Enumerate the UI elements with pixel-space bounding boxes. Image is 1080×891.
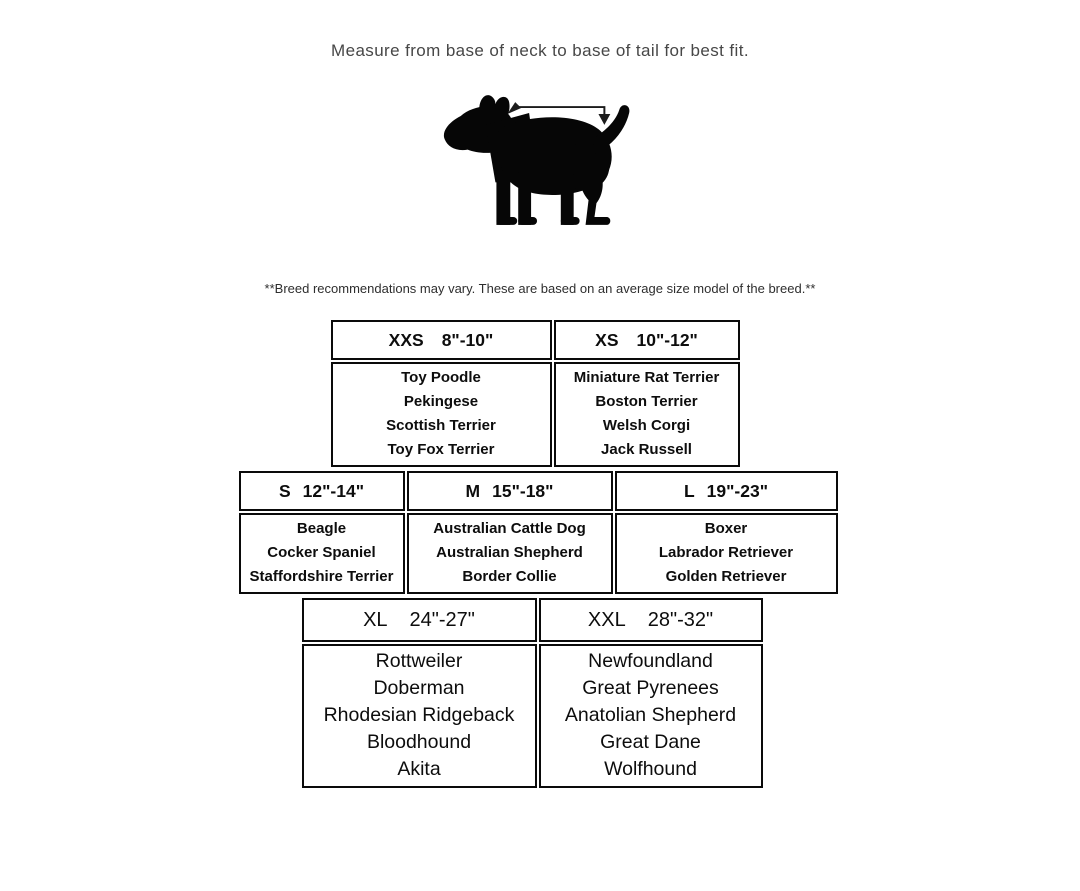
size-table-xxs-xs <box>329 318 742 469</box>
breed-list-m <box>407 513 613 594</box>
breed-name: Wolfhound <box>604 758 697 780</box>
size-header-s <box>239 471 405 511</box>
breed-name: Newfoundland <box>588 650 713 672</box>
size-table-s-m-l <box>237 469 840 596</box>
breed-name: Scottish Terrier <box>386 417 496 434</box>
breed-list-xs <box>554 362 740 467</box>
breed-name: Border Collie <box>462 568 557 585</box>
breed-name: Australian Shepherd <box>436 544 583 561</box>
size-label: S <box>278 480 291 501</box>
breed-name: Akita <box>397 758 441 780</box>
measure-instruction-text: Measure from base of neck to base of tail for best fit. <box>331 41 749 60</box>
breed-list-s <box>239 513 405 594</box>
breed-name: Bloodhound <box>366 731 472 753</box>
breed-name: Welsh Corgi <box>602 417 691 434</box>
breed-name: Doberman <box>373 677 465 699</box>
size-range: 24"-27" <box>409 608 475 631</box>
size-header-xxl <box>539 598 763 642</box>
breed-disclaimer-text: **Breed recommendations may vary. These are based on an average size model of the breed.** <box>264 281 816 296</box>
size-label: M <box>465 480 481 501</box>
breed-name: Miniature Rat Terrier <box>573 369 720 386</box>
breed-name: Toy Fox Terrier <box>387 441 495 458</box>
breed-name: Great Pyrenees <box>582 677 719 699</box>
size-table-xl-xxl <box>300 596 765 790</box>
size-label: XL <box>363 608 388 631</box>
size-header-xl <box>302 598 537 642</box>
breed-name: Toy Poodle <box>401 369 481 386</box>
size-label: XXS <box>388 329 424 350</box>
breed-name: Anatolian Shepherd <box>564 704 737 726</box>
size-header-text <box>279 481 364 502</box>
breed-name: Labrador Retriever <box>658 544 794 561</box>
size-header-l <box>615 471 838 511</box>
breed-list-xxl <box>539 644 763 788</box>
size-header-xs <box>554 320 740 360</box>
breed-list-xxs <box>331 362 552 467</box>
size-range: 19"-23" <box>706 480 769 501</box>
size-label: L <box>683 480 695 501</box>
breed-name: Boston Terrier <box>595 393 698 410</box>
breed-list-xl <box>302 644 537 788</box>
size-header-text <box>588 609 713 632</box>
size-header-text <box>684 481 768 502</box>
size-label: XXL <box>587 608 626 631</box>
breed-name: Staffordshire Terrier <box>249 568 394 585</box>
size-header-text <box>595 330 698 351</box>
size-range: 15"-18" <box>492 480 554 501</box>
breed-name: Boxer <box>704 520 748 537</box>
size-range: 28"-32" <box>647 608 714 631</box>
breed-name: Rhodesian Ridgeback <box>323 704 515 726</box>
size-tables-container <box>0 318 1080 790</box>
breed-name: Great Dane <box>600 731 701 753</box>
breed-name: Jack Russell <box>601 441 692 458</box>
size-header-xxs <box>331 320 552 360</box>
size-header-m <box>407 471 613 511</box>
breed-name: Rottweiler <box>375 650 463 672</box>
size-range: 10"-12" <box>636 329 698 350</box>
breed-list-l <box>615 513 838 594</box>
size-header-text <box>466 481 554 502</box>
size-range: 8"-10" <box>441 329 494 350</box>
size-header-text <box>363 609 475 632</box>
breed-name: Cocker Spaniel <box>267 544 376 561</box>
dog-silhouette-icon <box>436 87 644 243</box>
breed-name: Australian Cattle Dog <box>433 520 586 537</box>
breed-name: Beagle <box>296 520 347 537</box>
size-range: 12"-14" <box>302 480 365 501</box>
size-header-text <box>389 330 494 351</box>
size-label: XS <box>595 329 619 350</box>
breed-name: Pekingese <box>403 393 479 410</box>
breed-name: Golden Retriever <box>665 568 787 585</box>
